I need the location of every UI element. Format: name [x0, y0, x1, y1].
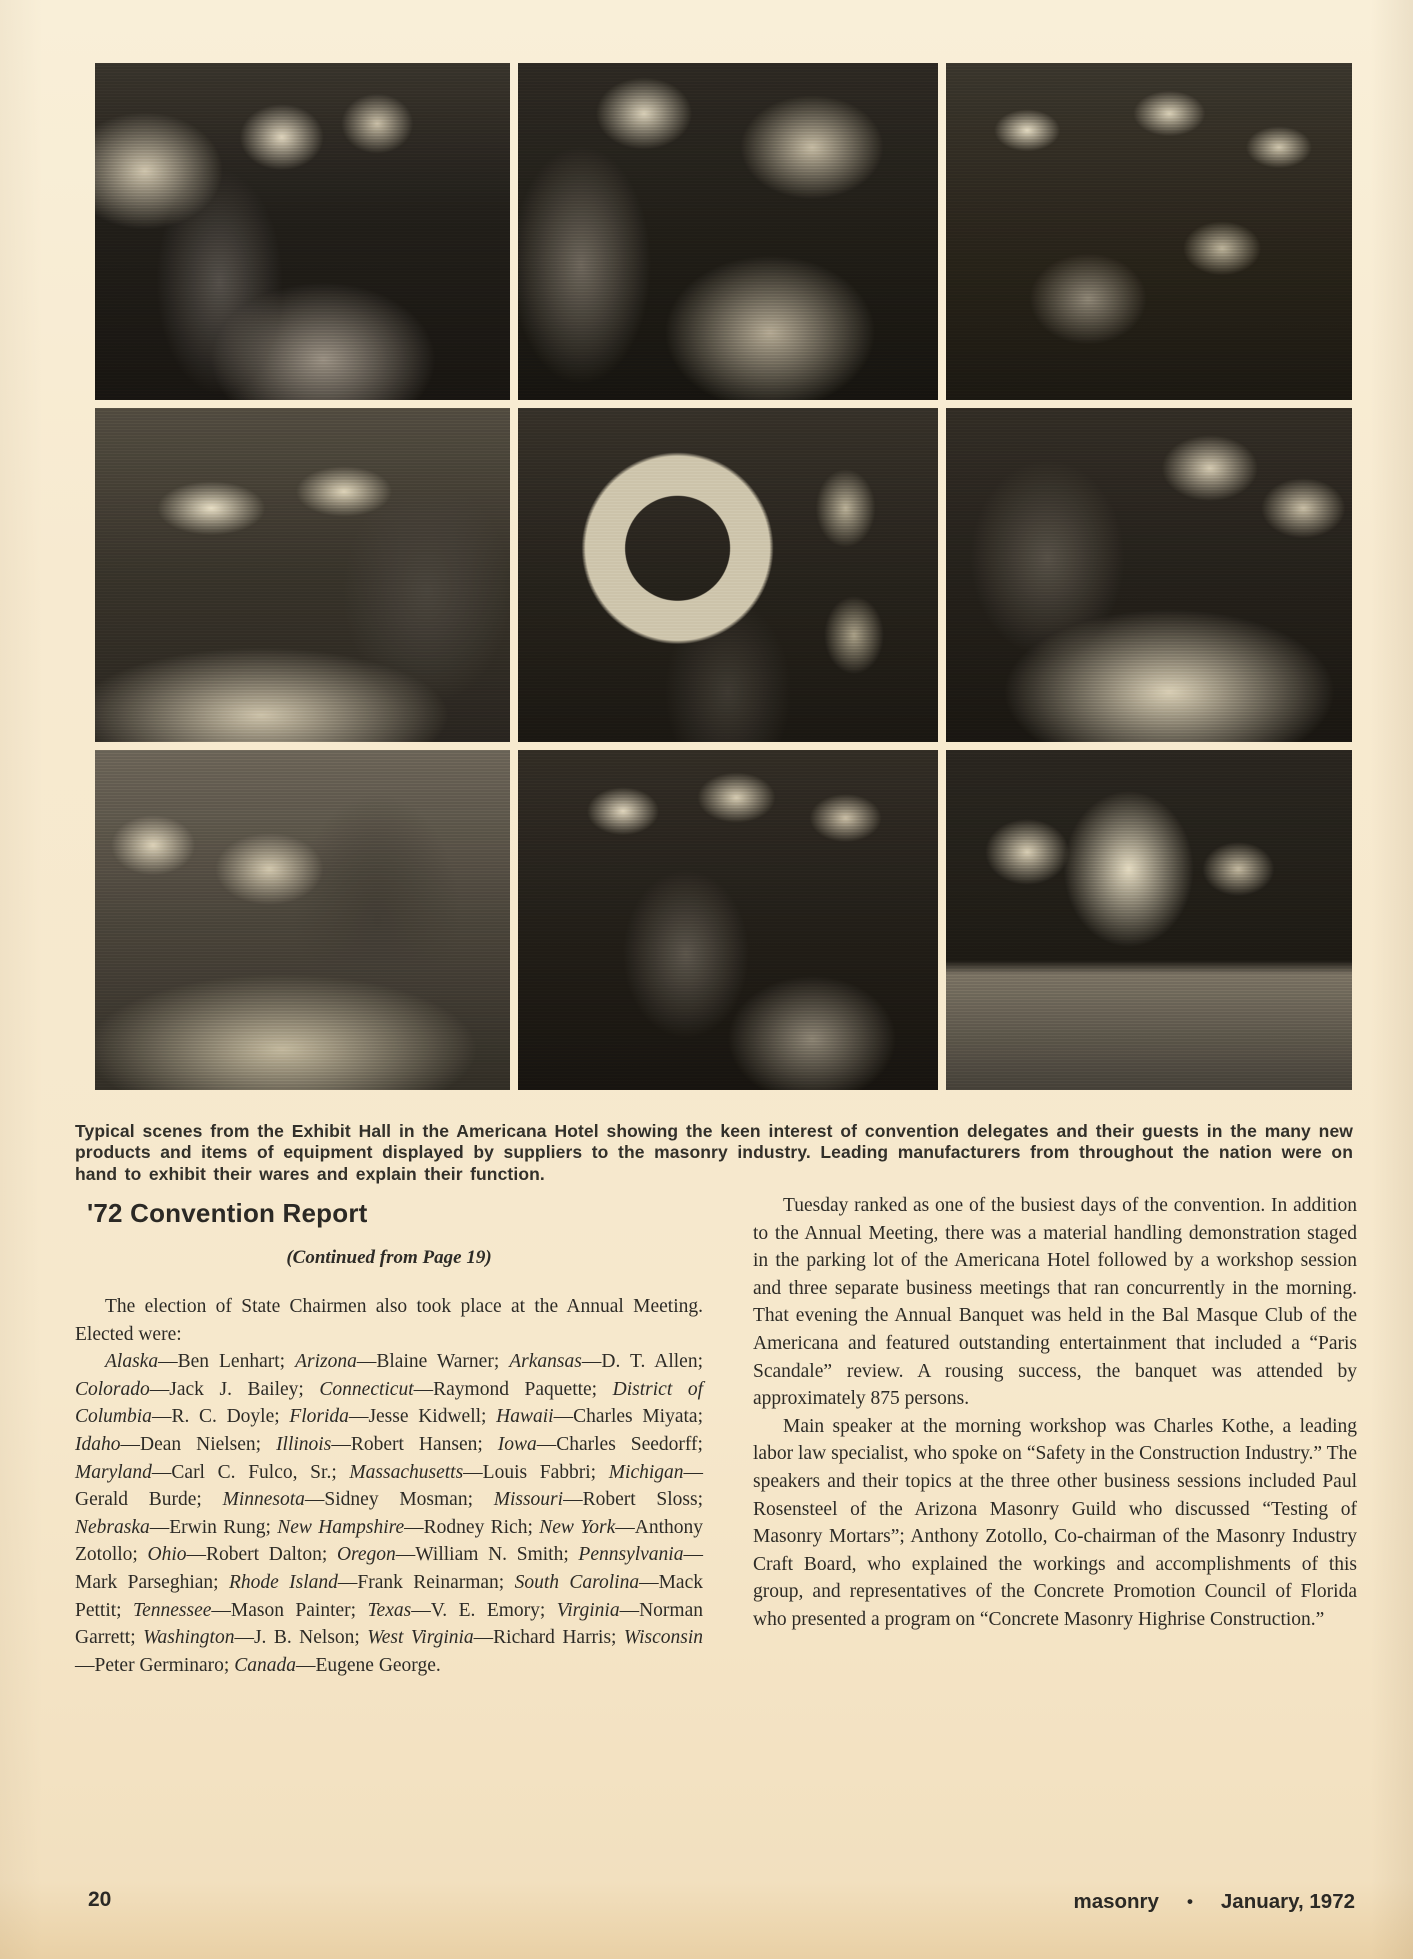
continued-from-note: (Continued from Page 19): [286, 1247, 492, 1268]
journal-footer: [1073, 1890, 1355, 1914]
journal-name: masonry: [1073, 1890, 1159, 1913]
photo-product-demonstration: [518, 63, 938, 400]
exhibit-hall-photo-grid: [95, 63, 1352, 1090]
issue-date: January, 1972: [1220, 1890, 1355, 1913]
tuesday-paragraph: Tuesday ranked as one of the busiest days of the convention. In addition to the Annual Meeting, there was a material handling demonstration staged in the parking lot of the Americana Hotel followed by a workshop session and three separate business meetings that ran concurrently in the morning. That evening the Annual Banquet was held in the Bal Masque Club of the Americana and featured outstanding entertainment that included a “Paris Scandale” review. A rousing success, the banquet was attended by approximately 875 persons.: [753, 1195, 1357, 1410]
article-right-column: [753, 1192, 1357, 1634]
photo-caption: Typical scenes from the Exhibit Hall in the Americana Hotel showing the keen interest of convention delegates and their guests in the many new products and items of equipment displayed by suppliers to the masonry industry. Leading manufacturers from throughout the nation were on hand to exhibit their wares and explain their function.: [75, 1120, 1353, 1184]
page-number: 20: [88, 1888, 112, 1911]
intro-paragraph: The election of State Chairmen also took place at the Annual Meeting. Elected were:: [75, 1296, 703, 1345]
photo-equipment-inspection: [946, 408, 1352, 742]
photo-crowd-straw-hats: [946, 63, 1352, 400]
footer-bullet: •: [1186, 1892, 1193, 1911]
photo-delegates-talking-booth: [95, 63, 510, 400]
photo-literature-table: [95, 750, 510, 1090]
photo-men-hats-at-counter: [95, 408, 510, 742]
photo-delegates-group-aisle: [518, 750, 938, 1090]
photo-saw-blade-display: [518, 408, 938, 742]
state-chairmen-paragraph: Alaska—Ben Lenhart; Arizona—Blaine Warner; Arkansas—D. T. Allen; Colorado—Jack J. Bailey; Connecticut—Raymond Paquette; District of Columbia—R. C. Doyle; Florida—Jesse Kidwell; Hawaii—Charles Miyata; Idaho—Dean Nielsen; Illinois—Robert Hansen; Iowa—Charles Seedorff; Maryland—Carl C. Fulco, Sr.; Massachusetts—Louis Fabbri; Michigan—Gerald Burde; Minnesota—Sidney Mosman; Missouri—Robert Sloss; Nebraska—Erwin Rung; New Hampshire—Rodney Rich; New York—Anthony Zotollo; Ohio—Robert Dalton; Oregon—William N. Smith; Pennsylvania—Mark Parseghian; Rhode Island—Frank Reinarman; South Carolina—Mack Pettit; Tennessee—Mason Painter; Texas—V. E. Emory; Virginia—Norman Garrett; Washington—J. B. Nelson; West Virginia—Richard Harris; Wisconsin—Peter Germinaro; Canada—Eugene George.: [75, 1351, 704, 1676]
article-left-column: [75, 1198, 703, 1679]
speakers-paragraph: Main speaker at the morning workshop was Charles Kothe, a leading labor law specialist, who spoke on “Safety in the Construction Industry.” The speakers and their topics at the three other business sessions included Paul Rosensteel of the Arizona Masonry Guild who discussed “Testing of Masonry Mortars”; Anthony Zotollo, Co-chairman of the Masonry Industry Craft Board, who explained the workings and accomplishments of this group, and representatives of the Concrete Promotion Council of Florida who presented a program on “Concrete Masonry Highrise Construction.”: [753, 1415, 1357, 1630]
article-title: '72 Convention Report: [87, 1198, 368, 1228]
photo-speakers-head-table: [946, 750, 1352, 1090]
